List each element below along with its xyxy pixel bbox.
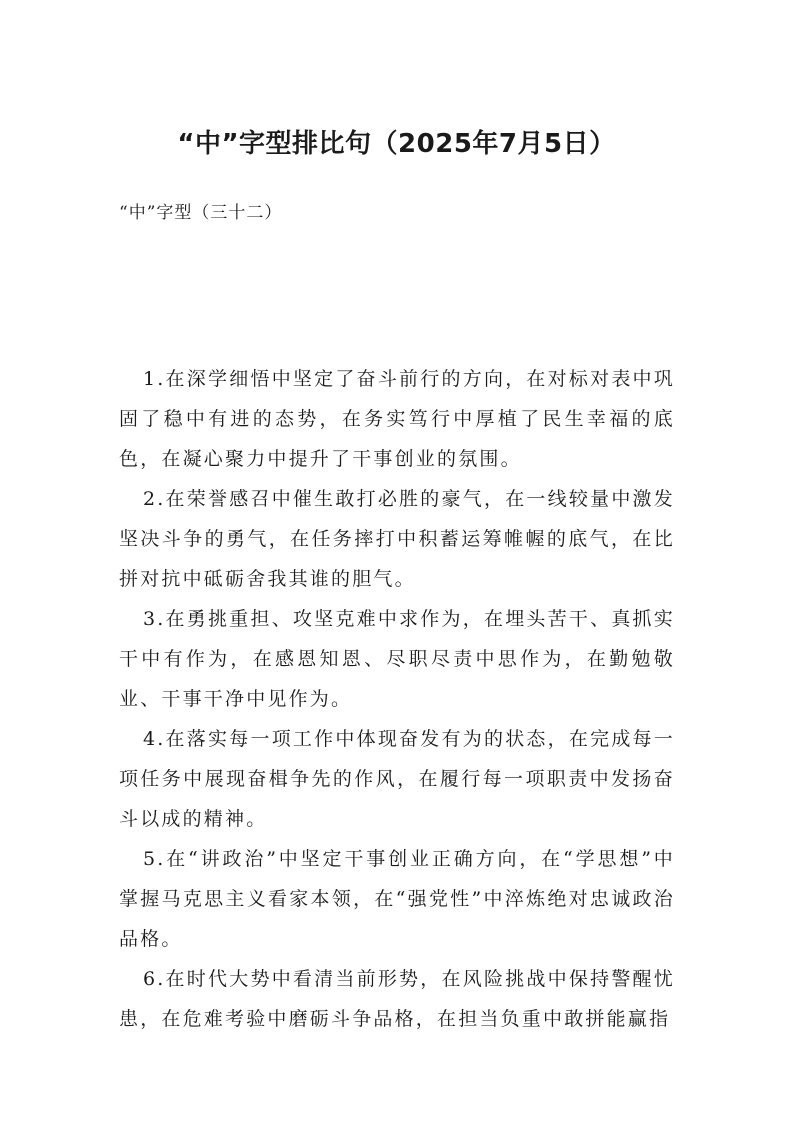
paragraph-2: 2.在荣誉感召中催生敢打必胜的豪气，在一线较量中激发坚决斗争的勇气，在任务摔打中积蓄运筹帷幄的底气，在比拼对抗中砥砺舍我其谁的胆气。 [119, 488, 675, 590]
paragraph-3: 3.在勇挑重担、攻坚克难中求作为，在埋头苦干、真抓实干中有作为，在感恩知恩、尽职尽责中思作为，在勤勉敬业、干事干净中见作为。 [119, 608, 675, 710]
paragraph-5: 5.在“讲政治”中坚定干事创业正确方向，在“学思想”中掌握马克思主义看家本领，在“强党性”中淬炼绝对忠诚政治品格。 [119, 848, 675, 950]
paragraph-4: 4.在落实每一项工作中体现奋发有为的状态，在完成每一项任务中展现奋楫争先的作风，在履行每一项职责中发扬奋斗以成的精神。 [119, 728, 675, 830]
section-subtitle: “中”字型（三十二） [119, 203, 283, 223]
page-title: “中”字型排比句（2025年7月5日） [177, 129, 616, 159]
document-body [119, 359, 675, 1039]
paragraph-1: 1.在深学细悟中坚定了奋斗前行的方向，在对标对表中巩固了稳中有进的态势，在务实笃行中厚植了民生幸福的底色，在凝心聚力中提升了干事创业的氛围。 [119, 368, 675, 470]
paragraph-6: 6.在时代大势中看清当前形势，在风险挑战中保持警醒忧患，在危难考验中磨砺斗争品格，在担当负重中敢拼能赢指 [119, 968, 675, 1030]
